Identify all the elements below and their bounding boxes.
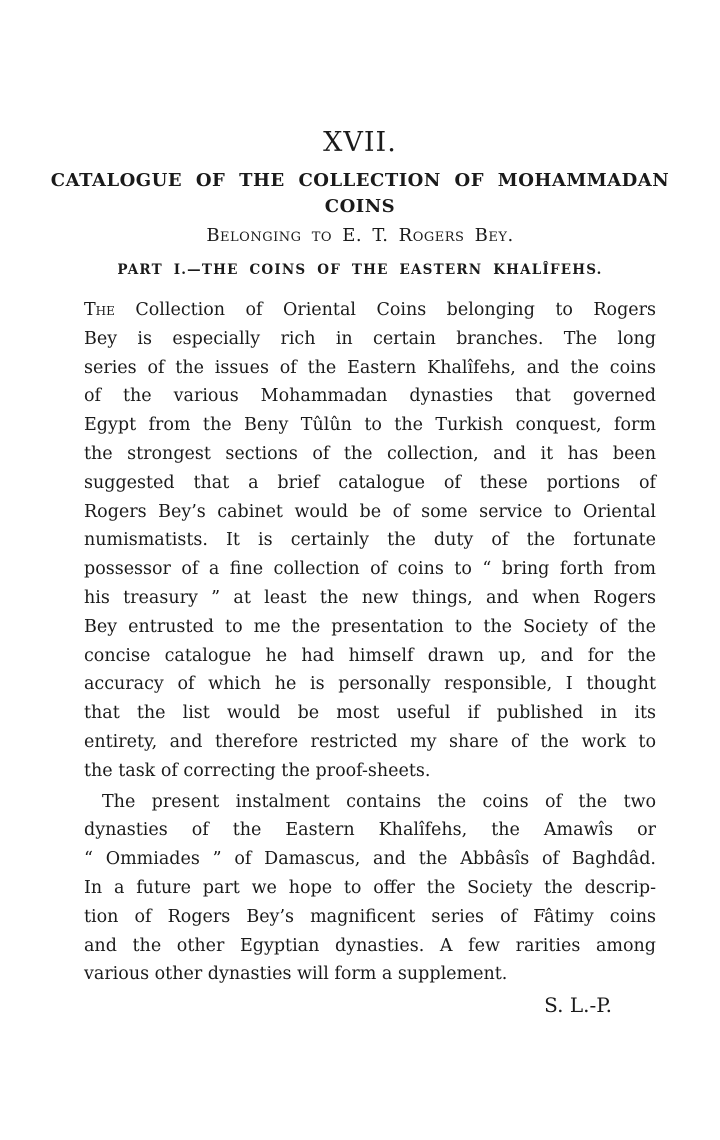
text-line: entirety, and therefore restricted my share of the work to — [84, 731, 656, 752]
text-line — [84, 296, 656, 325]
chapter-number: XVII. — [323, 127, 397, 158]
text-line: suggested that a brief catalogue of these portions of — [84, 472, 656, 493]
text-line: concise catalogue he had himself drawn up, and for the — [84, 645, 656, 666]
text-line: Bey entrusted to me the presentation to the Society of the — [84, 616, 656, 637]
text-line: Egypt from the Beny Tûlûn to the Turkish conquest, form — [84, 415, 656, 436]
text-line: tion of Rogers Bey’s magnificent series of Fâtimy coins — [84, 906, 656, 927]
author-signature: S. L.-P. — [544, 993, 612, 1018]
page-title-line2: COINS — [324, 196, 396, 217]
text-line: In a future part we hope to offer the Society the descrip- — [84, 877, 656, 898]
text-line: dynasties of the Eastern Khalîfehs, the Amawîs or — [84, 820, 656, 841]
page-title — [0, 168, 720, 220]
text-line: accuracy of which he is personally responsible, I thought — [84, 674, 656, 695]
body-text — [84, 296, 656, 1019]
part-heading: PART I.—THE COINS OF THE EASTERN KHALÎFEHS. — [117, 262, 603, 278]
paragraph-2 — [84, 788, 656, 990]
text-line: possessor of a fine collection of coins to “ bring forth from — [84, 559, 656, 580]
text-line: various other dynasties will form a supplement. — [84, 964, 508, 985]
text-line: “ Ommiades ” of Damascus, and the Abbâsîs of Baghdâd. — [84, 849, 656, 870]
text-line: The present instalment contains the coins of the two — [102, 791, 656, 812]
text-line: Bey is especially rich in certain branches. The long — [84, 328, 656, 349]
subtitle: Belonging to E. T. Rogers Bey. — [206, 225, 514, 246]
text-line: the task of correcting the proof-sheets. — [84, 760, 431, 781]
text-line-rest: Collection of Oriental Coins belonging to Rogers — [135, 300, 656, 320]
lead-word-smallcaps: The — [84, 300, 115, 320]
text-line: of the various Mohammadan dynasties that governed — [84, 386, 656, 407]
text-line: the strongest sections of the collection, and it has been — [84, 443, 656, 464]
paragraph-1 — [84, 296, 656, 786]
text-line: that the list would be most useful if published in its — [84, 703, 656, 724]
text-line: numismatists. It is certainly the duty of the fortunate — [84, 530, 656, 551]
text-line: Rogers Bey’s cabinet would be of some service to Oriental — [84, 501, 656, 522]
text-line: series of the issues of the Eastern Khalîfehs, and the coins — [84, 357, 656, 378]
text-line: and the other Egyptian dynasties. A few rarities among — [84, 935, 656, 956]
page-title-line1: CATALOGUE OF THE COLLECTION OF MOHAMMADAN — [50, 170, 670, 191]
text-line: his treasury ” at least the new things, and when Rogers — [84, 587, 656, 608]
